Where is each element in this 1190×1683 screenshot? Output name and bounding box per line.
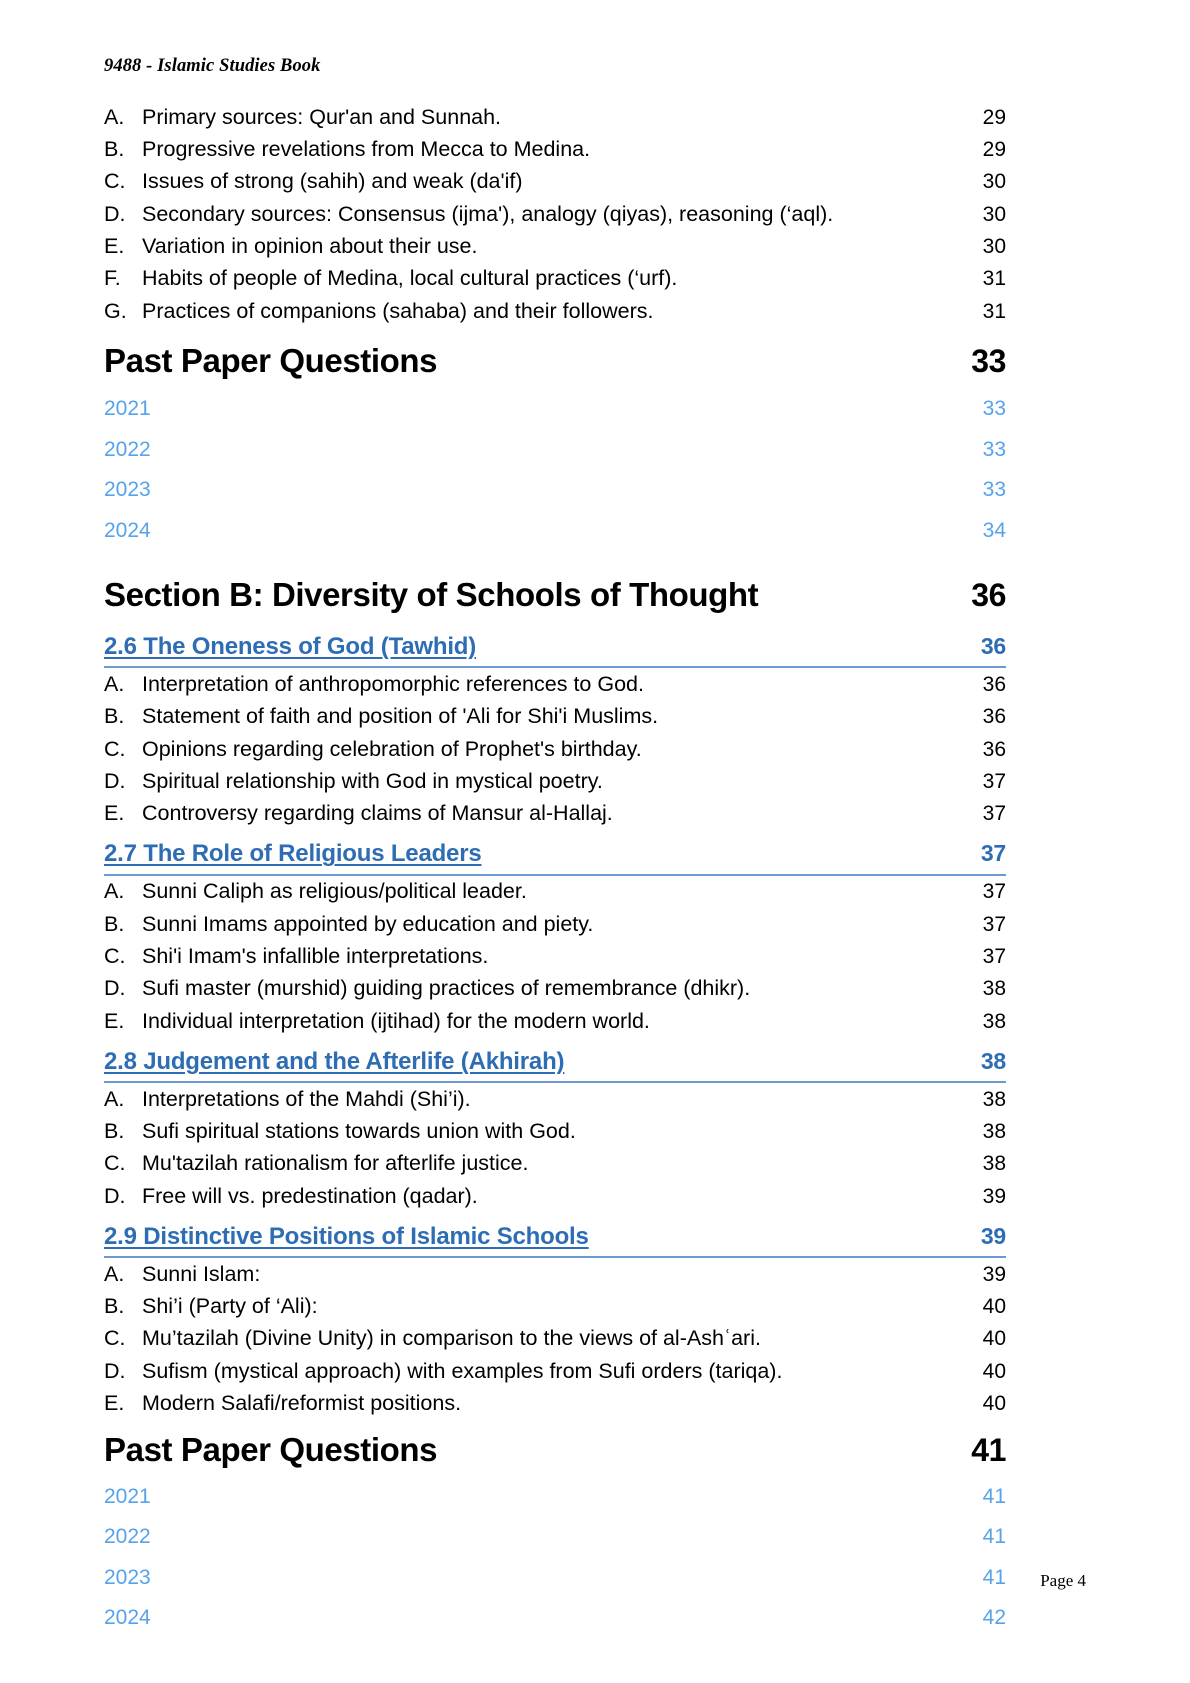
toc-entry-text: Sunni Islam: <box>142 1261 261 1286</box>
page-number: 30 <box>982 235 1006 259</box>
toc-entry-label <box>104 236 477 258</box>
toc-entry[interactable] <box>104 1005 1006 1037</box>
running-header: 9488 - Islamic Studies Book <box>104 56 321 76</box>
list-letter: C. <box>104 169 126 194</box>
list-letter: A. <box>104 1086 125 1111</box>
toc-entry-text: Sufi spiritual stations towards union with God. <box>142 1118 576 1143</box>
page-number: 37 <box>980 840 1006 867</box>
year-label: 2024 <box>104 1606 151 1630</box>
page-number: 36 <box>971 577 1006 614</box>
toc-entry-text: Free will vs. predestination (qadar). <box>142 1183 478 1208</box>
toc-entry-label <box>104 1328 761 1350</box>
page-number: 41 <box>982 1565 1006 1589</box>
list-letter: A. <box>104 671 125 696</box>
toc-entry-label <box>104 1293 318 1318</box>
page-number: 37 <box>982 912 1006 936</box>
page-number: 33 <box>982 478 1006 502</box>
page-number: 40 <box>982 1359 1006 1383</box>
list-letter: C. <box>104 736 126 761</box>
toc-entry[interactable] <box>104 798 1006 830</box>
page-number: 30 <box>982 202 1006 226</box>
page-number: 33 <box>982 437 1006 461</box>
list-letter: B. <box>104 136 125 161</box>
toc-entry-label <box>104 911 594 936</box>
toc-entry-year[interactable] <box>104 1516 1006 1557</box>
section-heading-past-paper-questions-1[interactable] <box>104 328 1006 389</box>
toc-entry-label <box>104 946 488 968</box>
list-letter: F. <box>104 266 121 291</box>
list-letter: C. <box>104 1326 126 1351</box>
subsection-heading-2-8[interactable] <box>104 1038 1006 1083</box>
toc-entry-label <box>104 268 677 290</box>
list-letter: D. <box>104 976 126 1001</box>
list-letter: D. <box>104 1358 126 1383</box>
toc-entry-text: Interpretation of anthropomorphic references to God. <box>142 671 644 696</box>
list-letter: B. <box>104 1293 125 1318</box>
list-letter: A. <box>104 104 125 129</box>
list-letter: D. <box>104 201 126 226</box>
page-number: 41 <box>982 1484 1006 1508</box>
toc-entry-label <box>104 171 523 193</box>
toc-entry-text: Practices of companions (sahaba) and their followers. <box>142 298 654 323</box>
section-heading-label: Section B: Diversity of Schools of Thought <box>104 576 759 614</box>
toc-group-2-8 <box>104 1083 1006 1213</box>
toc-group-top <box>104 101 1006 328</box>
page-number: 39 <box>982 1262 1006 1286</box>
section-heading-label: Past Paper Questions <box>104 341 438 379</box>
list-letter: E. <box>104 1008 125 1033</box>
page-number: 33 <box>982 397 1006 421</box>
toc-entry-label <box>104 1008 650 1033</box>
page-number: 36 <box>982 705 1006 729</box>
toc-entry[interactable] <box>104 1180 1006 1212</box>
page-number: 40 <box>982 1327 1006 1351</box>
toc-entry[interactable] <box>104 941 1006 973</box>
year-label: 2021 <box>104 1484 151 1508</box>
toc-entry[interactable] <box>104 701 1006 733</box>
page-number: 38 <box>982 1152 1006 1176</box>
toc-entry-label <box>104 1153 528 1175</box>
page-number: 37 <box>982 880 1006 904</box>
toc-entry[interactable] <box>104 1083 1006 1115</box>
toc-entry[interactable] <box>104 973 1006 1005</box>
list-letter: C. <box>104 1151 126 1176</box>
toc-entry-text: Modern Salafi/reformist positions. <box>142 1391 462 1416</box>
toc-entry-text: Opinions regarding celebration of Prophet's birthday. <box>142 736 642 761</box>
subsection-heading-label: 2.8 Judgement and the Afterlife (Akhirah) <box>104 1047 565 1075</box>
toc-entry-label <box>104 1086 471 1111</box>
page-footer: Page 4 <box>1040 1571 1086 1590</box>
section-heading-past-paper-questions-2[interactable] <box>104 1420 1006 1476</box>
toc-entry-year[interactable] <box>104 1557 1006 1598</box>
toc-entry-text: Sunni Imams appointed by education and piety. <box>142 911 594 936</box>
toc-entry-label <box>104 1261 261 1286</box>
toc-entry-label <box>104 771 603 793</box>
section-heading-section-b[interactable] <box>104 550 1006 623</box>
toc-entry-year[interactable] <box>104 1476 1006 1517</box>
toc-entry-text: Controversy regarding claims of Mansur al-Hallaj. <box>142 801 613 826</box>
subsection-heading-label: 2.7 The Role of Religious Leaders <box>104 840 482 868</box>
page-number: 30 <box>982 170 1006 194</box>
toc-entry[interactable] <box>104 1355 1006 1387</box>
page-number: 36 <box>982 672 1006 696</box>
page-number: 29 <box>982 105 1006 129</box>
toc-entry-label <box>104 104 502 129</box>
toc-entry-text: Shi'i Imam's infallible interpretations. <box>142 944 489 969</box>
page-number: 33 <box>971 342 1006 379</box>
list-letter: C. <box>104 944 126 969</box>
list-letter: D. <box>104 1183 126 1208</box>
toc-entry[interactable] <box>104 766 1006 798</box>
toc-entry[interactable] <box>104 133 1006 165</box>
toc-entry-text: Spiritual relationship with God in mystical poetry. <box>142 769 603 794</box>
page-number: 38 <box>982 1087 1006 1111</box>
toc-entry[interactable] <box>104 1290 1006 1322</box>
page-number: 38 <box>982 977 1006 1001</box>
list-letter: A. <box>104 1261 125 1286</box>
page-number: 29 <box>982 137 1006 161</box>
toc-entry-label <box>104 736 642 761</box>
page-number: 39 <box>982 1184 1006 1208</box>
toc-group-2-9 <box>104 1258 1006 1420</box>
toc-group-2-6 <box>104 668 1006 830</box>
list-letter: E. <box>104 234 125 259</box>
toc-entry[interactable] <box>104 198 1006 230</box>
toc-entry[interactable] <box>104 668 1006 700</box>
list-letter: E. <box>104 1391 125 1416</box>
toc-entry-label <box>104 706 658 728</box>
toc-entry-label <box>104 671 644 696</box>
page-number: 36 <box>982 737 1006 761</box>
toc-entry-text: Mu’tazilah (Divine Unity) in comparison to the views of al-Ashʿari. <box>142 1326 761 1351</box>
toc-entry[interactable] <box>104 166 1006 198</box>
toc-content <box>104 56 1006 1638</box>
list-letter: E. <box>104 801 125 826</box>
list-letter: G. <box>104 298 127 323</box>
toc-entry-year[interactable] <box>104 429 1006 470</box>
toc-entry-text: Sunni Caliph as religious/political leader. <box>142 879 527 904</box>
page-number: 40 <box>982 1294 1006 1318</box>
subsection-heading-2-7[interactable] <box>104 830 1006 875</box>
toc-group-years-1 <box>104 388 1006 550</box>
toc-entry-year[interactable] <box>104 469 1006 510</box>
page-number: 34 <box>982 518 1006 542</box>
toc-entry-label <box>104 803 613 825</box>
page-number: 37 <box>982 945 1006 969</box>
toc-entry[interactable] <box>104 733 1006 765</box>
toc-entry-label <box>104 298 654 323</box>
year-label: 2023 <box>104 1565 151 1589</box>
toc-entry-label <box>104 201 834 226</box>
toc-entry-text: Individual interpretation (ijtihad) for the modern world. <box>142 1008 650 1033</box>
page-number: 37 <box>982 802 1006 826</box>
toc-entry[interactable] <box>104 1258 1006 1290</box>
toc-entry[interactable] <box>104 1388 1006 1420</box>
subsection-heading-2-6[interactable] <box>104 623 1006 668</box>
toc-entry-text: Shi’i (Party of ‘Ali): <box>142 1293 318 1318</box>
toc-entry-text: Sufi master (murshid) guiding practices of remembrance (dhikr). <box>142 976 751 1001</box>
toc-entry-text: Sufism (mystical approach) with examples from Sufi orders (tariqa). <box>142 1358 783 1383</box>
toc-entry[interactable] <box>104 1323 1006 1355</box>
subsection-heading-label: 2.6 The Oneness of God (Tawhid) <box>104 633 477 661</box>
page-number: 38 <box>980 1047 1006 1074</box>
page-number: 38 <box>982 1009 1006 1033</box>
page-number: 38 <box>982 1119 1006 1143</box>
toc-entry-text: Progressive revelations from Mecca to Medina. <box>142 136 591 161</box>
list-letter: B. <box>104 704 125 729</box>
toc-entry[interactable] <box>104 1115 1006 1147</box>
toc-entry-year[interactable] <box>104 388 1006 429</box>
page-number: 31 <box>982 267 1006 291</box>
list-letter: B. <box>104 911 125 936</box>
toc-entry[interactable] <box>104 876 1006 908</box>
year-label: 2024 <box>104 518 151 542</box>
list-letter: A. <box>104 879 125 904</box>
list-letter: D. <box>104 769 126 794</box>
page-number: 37 <box>982 770 1006 794</box>
subsection-heading-2-9[interactable] <box>104 1213 1006 1258</box>
year-label: 2022 <box>104 1525 151 1549</box>
toc-entry-label <box>104 1393 461 1415</box>
toc-entry[interactable] <box>104 295 1006 327</box>
toc-entry-label <box>104 1358 783 1383</box>
toc-group-2-7 <box>104 876 1006 1038</box>
page-number: 40 <box>982 1392 1006 1416</box>
page-number: 42 <box>982 1606 1006 1630</box>
year-label: 2022 <box>104 437 151 461</box>
toc-entry-text: Primary sources: Qur'an and Sunnah. <box>142 104 502 129</box>
toc-entry-label <box>104 1118 576 1143</box>
toc-entry[interactable] <box>104 1148 1006 1180</box>
year-label: 2023 <box>104 478 151 502</box>
toc-entry-label <box>104 881 527 903</box>
subsection-heading-label: 2.9 Distinctive Positions of Islamic Schools <box>104 1222 589 1250</box>
page-number: 39 <box>980 1222 1006 1249</box>
toc-entry-text: Secondary sources: Consensus (ijma'), analogy (qiyas), reasoning (‘aql). <box>142 201 834 226</box>
toc-entry[interactable] <box>104 231 1006 263</box>
toc-entry[interactable] <box>104 101 1006 133</box>
section-heading-label: Past Paper Questions <box>104 1431 438 1468</box>
page-number: 36 <box>980 633 1006 660</box>
toc-entry-year[interactable] <box>104 510 1006 551</box>
toc-group-years-2 <box>104 1476 1006 1638</box>
page-number: 31 <box>982 299 1006 323</box>
year-label: 2021 <box>104 397 151 421</box>
toc-entry-text: Mu'tazilah rationalism for afterlife justice. <box>142 1151 529 1176</box>
toc-entry-label <box>104 136 591 161</box>
toc-entry-label <box>104 978 750 1000</box>
page-number: 41 <box>982 1525 1006 1549</box>
toc-entry-year[interactable] <box>104 1597 1006 1638</box>
list-letter: B. <box>104 1118 125 1143</box>
toc-entry-text: Interpretations of the Mahdi (Shi’i). <box>142 1086 471 1111</box>
toc-entry-label <box>104 1183 478 1208</box>
page-number: 41 <box>971 1432 1006 1468</box>
toc-entry-text: Habits of people of Medina, local cultural practices (‘urf). <box>142 266 678 291</box>
toc-entry-text: Variation in opinion about their use. <box>142 234 478 259</box>
toc-entry-text: Issues of strong (sahih) and weak (da'if) <box>142 169 523 194</box>
toc-entry-text: Statement of faith and position of 'Ali for Shi'i Muslims. <box>142 704 659 729</box>
toc-entry[interactable] <box>104 908 1006 940</box>
toc-entry[interactable] <box>104 263 1006 295</box>
